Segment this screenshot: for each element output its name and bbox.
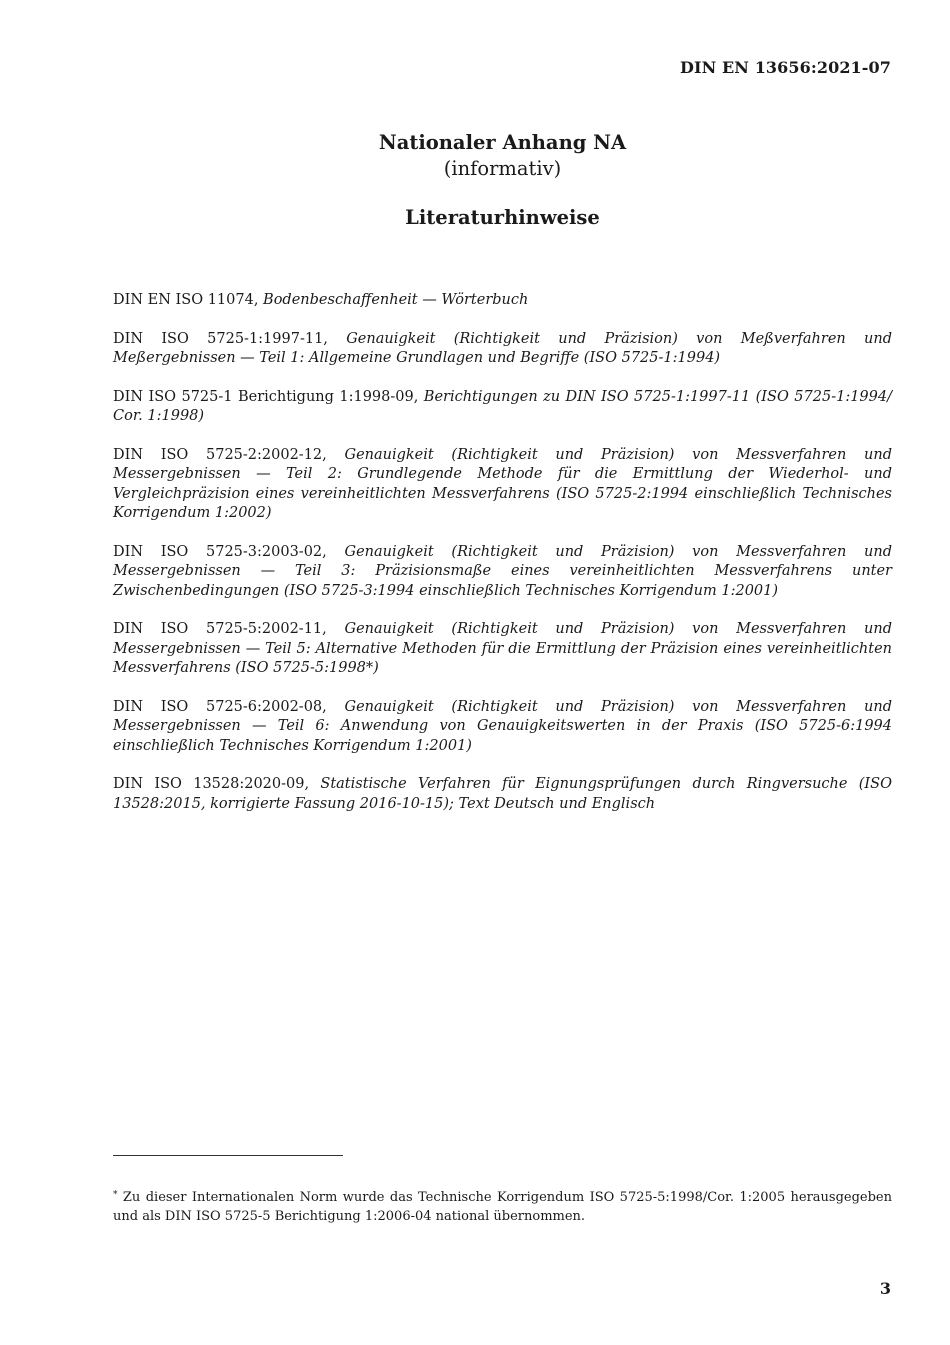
reference-code: DIN EN ISO 11074, [113, 292, 264, 308]
reference-title: Bodenbeschaffenheit — Wörterbuch [263, 292, 529, 308]
section-title: Literaturhinweise [405, 206, 600, 229]
reference-code: DIN ISO 5725-6:2002-08, [113, 698, 345, 715]
reference-item [113, 620, 892, 679]
footnote-marker: * [113, 1190, 118, 1200]
reference-code: DIN ISO 5725-2:2002-12, [113, 446, 345, 463]
reference-title: Genauigkeit (Richtigkeit und Präzision) von Messverfahren und Messergebnissen — Teil 2: Grundlegende Methode für die Ermittlung der Wiederhol- und Vergleichpräzision eines vereinheitlichten Messverfahrens (ISO 5725-2:1994 einschließlich Technisches Korrigendum 1:2002) [113, 446, 892, 521]
reference-item [113, 543, 892, 602]
reference-item [113, 388, 892, 427]
annex-heading [0, 130, 950, 182]
reference-list [113, 291, 892, 833]
reference-code: DIN ISO 13528:2020-09, [113, 776, 321, 792]
reference-code: DIN ISO 5725-3:2003-02, [113, 543, 345, 560]
reference-code: DIN ISO 5725-1:1997-11, [113, 330, 347, 347]
reference-title: Berichtigungen zu DIN ISO 5725-1:1997-11 (ISO 5725-1:1994/ Cor. 1:1998) [113, 388, 892, 424]
footnote-text: Zu dieser Internationalen Norm wurde das Technische Korrigendum ISO 5725-5:1998/Cor. 1:2005 herausgegeben und als DIN ISO 5725-5 Berichtigung 1:2006-04 national übernommen. [113, 1190, 892, 1224]
reference-item [113, 775, 892, 814]
reference-title: Genauigkeit (Richtigkeit und Präzision) von Messverfahren und Messergebnissen — Teil 5: Alternative Methoden für die Ermittlung der Präzision eines vereinheitlichten Messverfahrens (ISO 5725-5:1998*) [113, 621, 892, 676]
reference-title: Genauigkeit (Richtigkeit und Präzision) von Meßverfahren und Meßergebnissen — Teil 1: Allgemeine Grundlagen und Begriffe (ISO 5725-1:1994) [113, 330, 892, 366]
reference-item [113, 291, 892, 311]
footnote [113, 1186, 892, 1226]
annex-title: Nationaler Anhang NA [378, 131, 627, 154]
annex-subtitle: (informativ) [443, 157, 562, 180]
document-id: DIN EN 13656:2021-07 [680, 58, 891, 77]
reference-code: DIN ISO 5725-5:2002-11, [113, 621, 345, 637]
reference-item [113, 446, 892, 524]
reference-title: Genauigkeit (Richtigkeit und Präzision) von Messverfahren und Messergebnissen — Teil 3: Präzisionsmaße eines vereinheitlichten Messverfahrens unter Zwischenbedingungen (ISO 5725-3:1994 einschließlich Technisches Korrigendum 1:2001) [113, 543, 892, 599]
reference-title: Genauigkeit (Richtigkeit und Präzision) von Messverfahren und Messergebnissen — Teil 6: Anwendung von Genauigkeitswerten in der Praxis (ISO 5725-6:1994 einschließlich Technisches Korrigendum 1:2001) [113, 698, 892, 754]
reference-item [113, 698, 892, 757]
reference-code: DIN ISO 5725-1 Berichtigung 1:1998-09, [113, 388, 424, 405]
page-number: 3 [879, 1279, 891, 1298]
reference-item [113, 330, 892, 369]
footnote-divider [113, 1155, 343, 1156]
reference-title: Statistische Verfahren für Eignungsprüfungen durch Ringversuche (ISO 13528:2015, korrigierte Fassung 2016-10-15); Text Deutsch und Englisch [113, 776, 892, 812]
